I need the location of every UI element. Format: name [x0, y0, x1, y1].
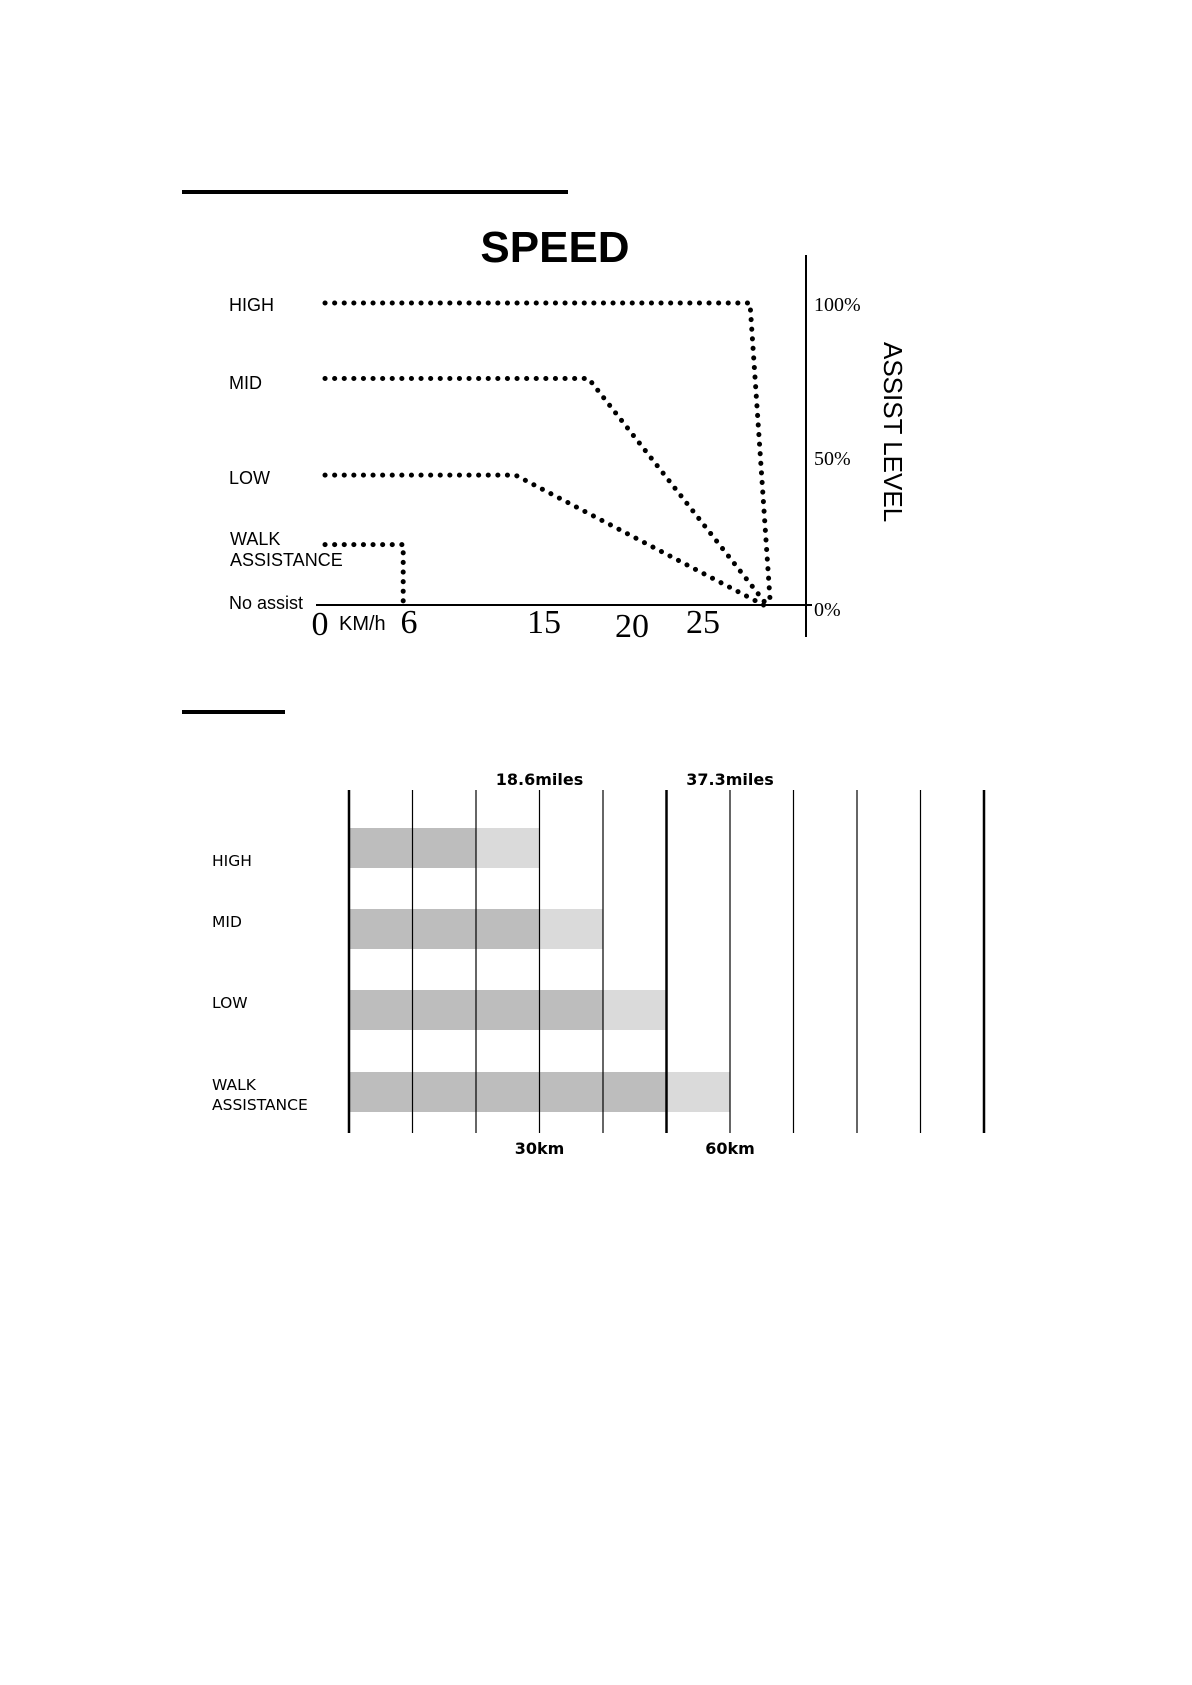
category-label-mid: MID	[212, 913, 242, 931]
range-bottom-tick-labels	[515, 1139, 755, 1158]
category-label-low: LOW	[212, 994, 248, 1012]
y-tick-0: 0%	[814, 599, 841, 621]
bar-mid-segment-1	[349, 909, 540, 949]
range-top-tick-labels	[496, 770, 774, 789]
top-tick-37-3miles: 37.3miles	[686, 770, 774, 789]
speed-x-unit: KM/h	[339, 613, 386, 635]
level-label-walk-assistance: WALK ASSISTANCE	[230, 529, 343, 570]
speed-y-axis-label: ASSIST LEVEL	[878, 342, 908, 523]
bottom-tick-30km: 30km	[514, 1139, 565, 1158]
y-tick-50: 50%	[814, 448, 851, 470]
category-label-high: HIGH	[212, 852, 252, 870]
top-tick-18-6miles: 18.6miles	[495, 770, 584, 789]
bottom-tick-60km: 60km	[705, 1139, 755, 1158]
bar-mid-segment-2	[540, 909, 604, 949]
x-tick-20: 20	[615, 608, 649, 645]
level-label-mid: MID	[229, 373, 262, 393]
bar-walk-assistance-segment-1	[349, 1072, 667, 1112]
y-tick-100: 100%	[814, 294, 861, 316]
x-tick-6: 6	[400, 604, 418, 641]
bar-high-segment-2	[476, 828, 540, 868]
level-label-low: LOW	[229, 468, 271, 488]
x-tick-0: 0	[311, 606, 329, 643]
x-tick-25: 25	[686, 604, 720, 641]
range-category-labels	[212, 852, 308, 1114]
bar-low-segment-2	[603, 990, 667, 1030]
x-tick-15: 15	[527, 604, 561, 641]
level-label-high: HIGH	[229, 295, 274, 315]
category-label-walk-assistance: WALK ASSISTANCE	[212, 1076, 308, 1114]
level-label-no-assist: No assist	[229, 593, 304, 613]
bar-walk-assistance-segment-2	[667, 1072, 731, 1112]
speed-chart-title: SPEED	[480, 223, 630, 272]
